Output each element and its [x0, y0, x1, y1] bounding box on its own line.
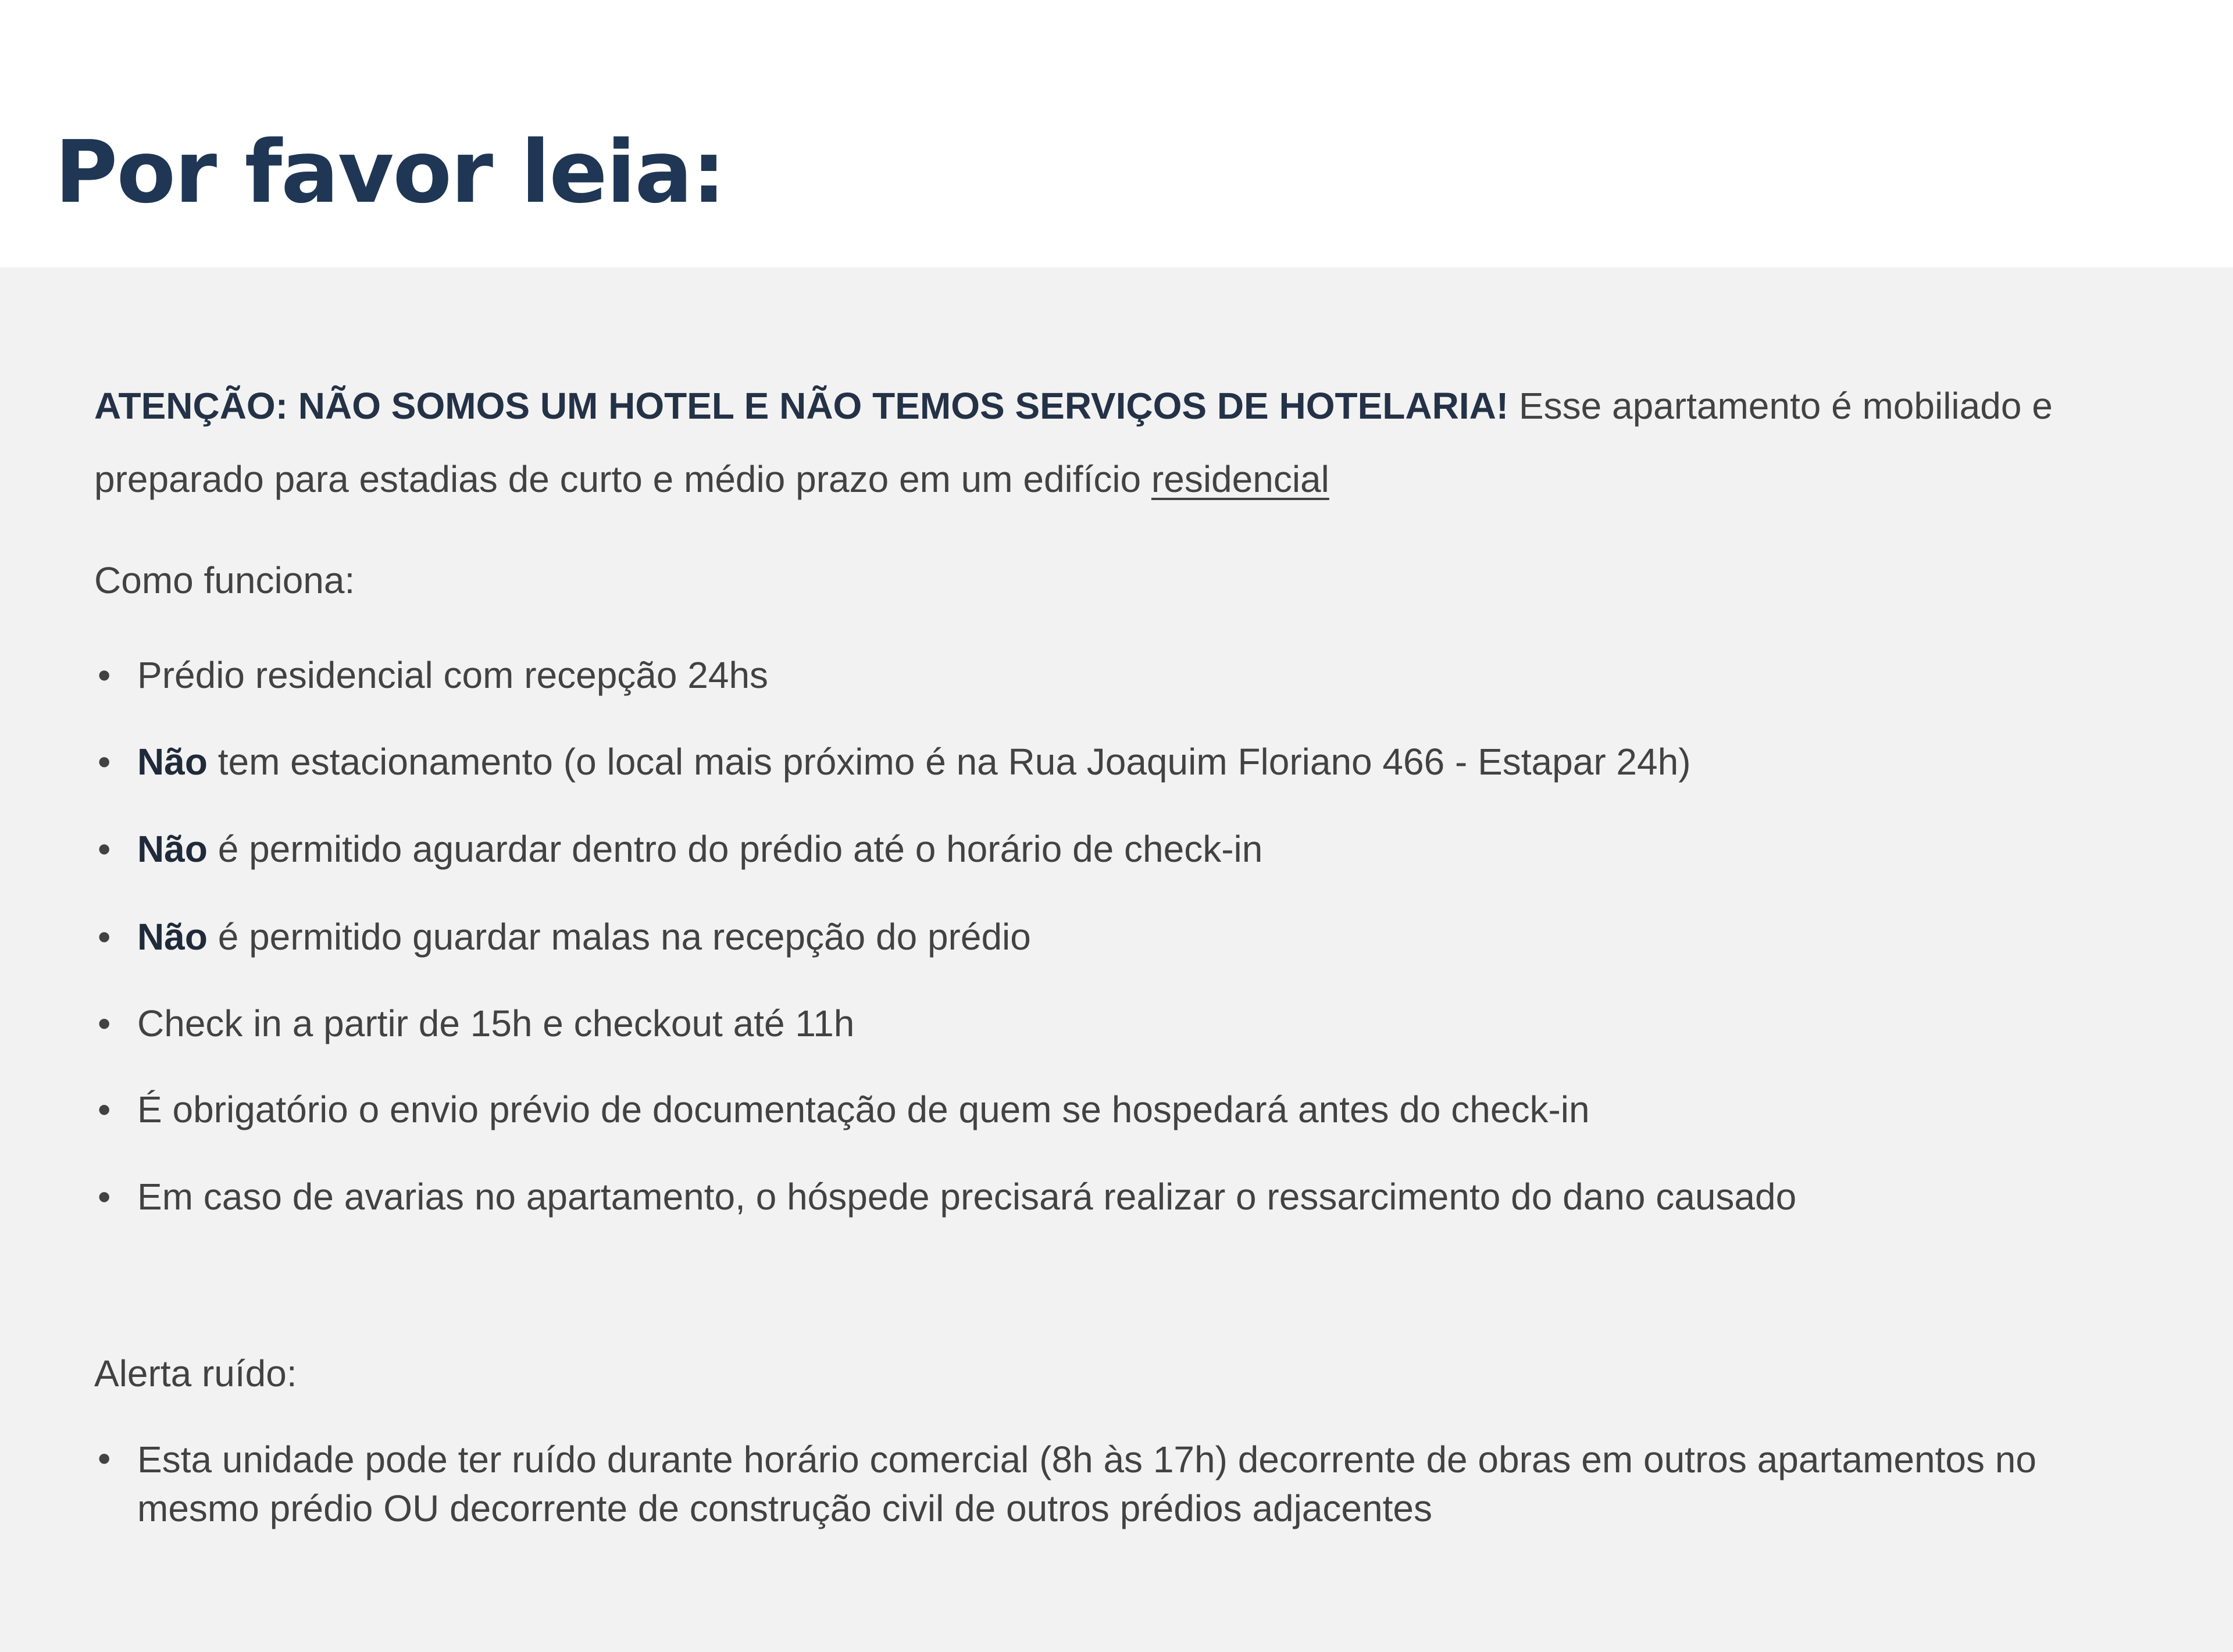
bullet-icon: • — [98, 654, 111, 696]
item-emphasis: Não — [137, 741, 208, 783]
item-text: Esta unidade pode ter ruído durante horário comercial (8h às 17h) decorrente de obras em outros apartamentos no mesmo prédio OU decorrente de construção civil de outros prédios adjacentes — [137, 1439, 2036, 1529]
attention-heading: ATENÇÃO: NÃO SOMOS UM HOTEL E NÃO TEMOS SERVIÇOS DE HOTELARIA! — [94, 385, 1509, 427]
bullet-icon: • — [98, 916, 111, 958]
bullet-icon: • — [98, 1089, 111, 1130]
item-text: Em caso de avarias no apartamento, o hóspede precisará realizar o ressarcimento do dano causado — [137, 1176, 1797, 1218]
item-emphasis: Não — [137, 828, 208, 870]
bullet-icon: • — [98, 828, 111, 870]
attention-text: Esse apartamento é mobiliado e preparado para estadias de curto e médio prazo em um edifício — [94, 385, 2053, 500]
bullet-icon: • — [98, 1176, 111, 1218]
noise-alert-label: Alerta ruído: — [94, 1353, 297, 1394]
item-text: Check in a partir de 15h e checkout até 11h — [137, 1002, 855, 1044]
bullet-icon: • — [98, 1002, 111, 1044]
page-header — [0, 0, 2233, 267]
bullet-icon: • — [98, 741, 111, 783]
item-text: É obrigatório o envio prévio de documentação de quem se hospedará antes do check-in — [137, 1089, 1590, 1130]
item-text: é permitido guardar malas na recepção do prédio — [207, 916, 1031, 958]
how-it-works-label: Como funciona: — [94, 559, 355, 601]
item-emphasis: Não — [137, 916, 208, 958]
page-title: Por favor leia: — [55, 122, 725, 222]
bullet-icon: • — [98, 1437, 111, 1479]
item-text: tem estacionamento (o local mais próximo é na Rua Joaquim Floriano 466 - Estapar 24h) — [207, 741, 1691, 783]
residential-link-text: residencial — [1151, 458, 1329, 500]
attention-notice — [94, 369, 2164, 516]
item-text: é permitido aguardar dentro do prédio até o horário de check-in — [207, 828, 1263, 870]
info-panel — [0, 267, 2233, 1652]
item-text: Prédio residencial com recepção 24hs — [137, 654, 769, 696]
